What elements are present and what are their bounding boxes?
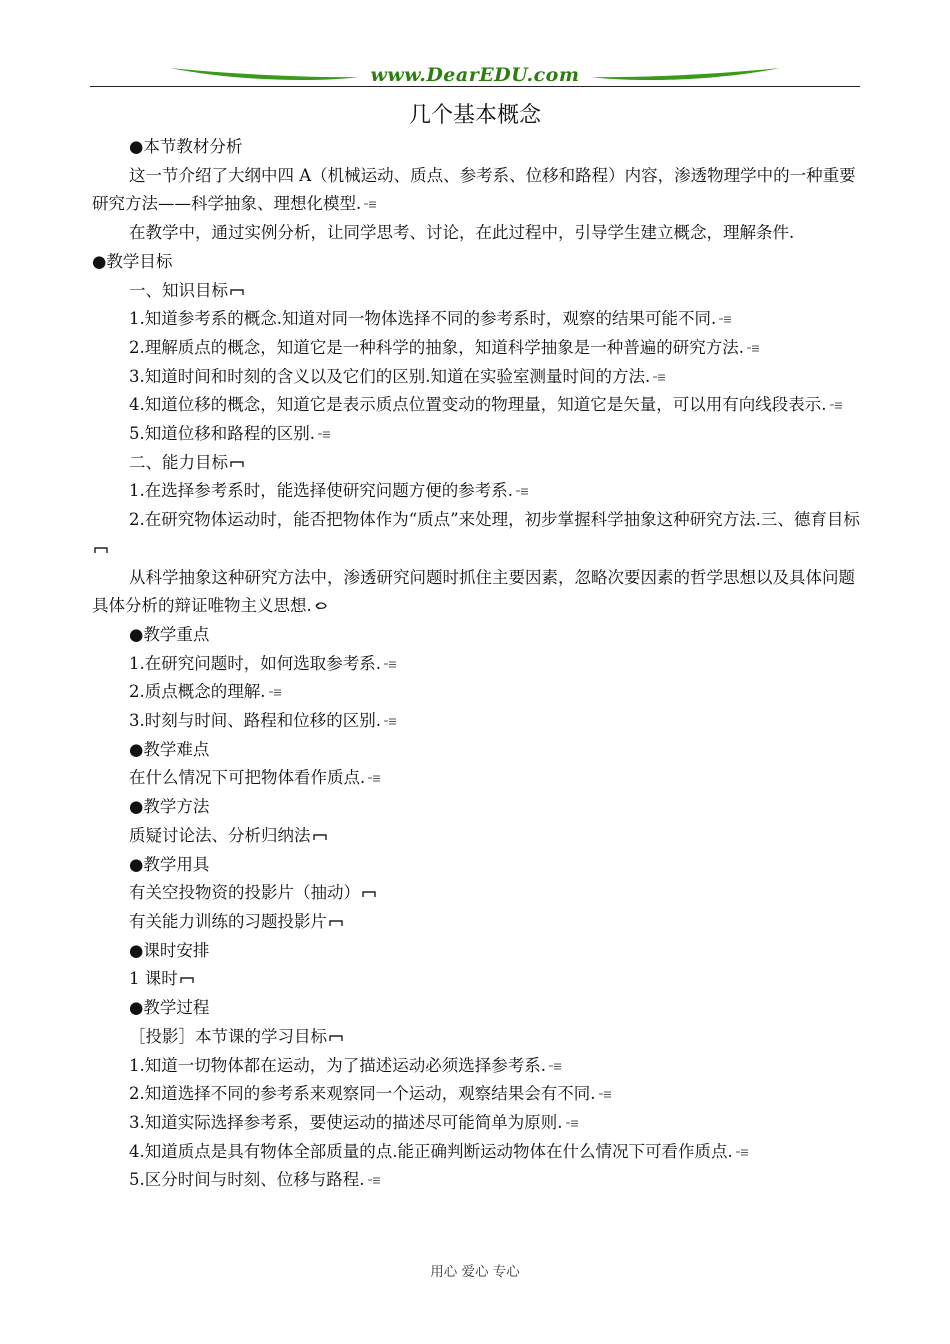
paragraph-text: 这一节介绍了大纲中四 A（机械运动、质点、参考系、位移和路程）内容，渗透物理学中的一种重要研究方法——科学抽象、理想化模型. bbox=[92, 165, 856, 214]
paragraph-text: 5.区分时间与时刻、位移与路程. bbox=[129, 1170, 365, 1190]
header-rule bbox=[90, 86, 860, 87]
paragraph-mark-icon bbox=[383, 659, 397, 669]
paragraph bbox=[92, 621, 860, 650]
paragraph-text: ●课时安排 bbox=[129, 940, 210, 960]
paragraph-text: ●教学过程 bbox=[129, 998, 210, 1018]
return-arrow-mark-icon bbox=[314, 601, 328, 611]
paragraph bbox=[92, 1109, 860, 1138]
paragraph bbox=[92, 908, 860, 937]
paragraph-mark-icon bbox=[746, 343, 760, 353]
paragraph-mark-icon bbox=[565, 1118, 579, 1128]
paragraph-text: 3.知道实际选择参考系，要使运动的描述尽可能简单为原则. bbox=[129, 1112, 563, 1132]
paragraph bbox=[92, 334, 860, 363]
paragraph-mark-icon bbox=[718, 314, 732, 324]
paragraph bbox=[92, 133, 860, 162]
paragraph bbox=[92, 650, 860, 679]
paragraph-text: 4.知道位移的概念，知道它是表示质点位置变动的物理量，知道它是矢量，可以用有向线段表示. bbox=[129, 395, 827, 415]
paragraph-text: 3.时刻与时间、路程和位移的区别. bbox=[129, 711, 381, 731]
paragraph-text: 在教学中，通过实例分析，让同学思考、讨论，在此过程中，引导学生建立概念，理解条件. bbox=[129, 223, 795, 243]
paragraph bbox=[92, 1052, 860, 1081]
paragraph bbox=[92, 248, 860, 277]
paragraph-text: 质疑讨论法、分析归纳法 bbox=[129, 825, 311, 845]
paragraph bbox=[92, 1166, 860, 1195]
paragraph bbox=[92, 937, 860, 966]
paragraph bbox=[92, 1023, 860, 1052]
line-break-mark-icon bbox=[362, 888, 376, 898]
paragraph bbox=[92, 391, 860, 420]
paragraph-text: 二、能力目标 bbox=[129, 452, 228, 472]
paragraph-mark-icon bbox=[317, 429, 331, 439]
document-body bbox=[92, 133, 860, 1195]
paragraph-mark-icon bbox=[515, 486, 529, 496]
paragraph bbox=[92, 707, 860, 736]
line-break-mark-icon bbox=[230, 458, 244, 468]
paragraph bbox=[92, 678, 860, 707]
paragraph bbox=[92, 477, 860, 506]
paragraph bbox=[92, 162, 860, 219]
paragraph-text: 4.知道质点是具有物体全部质量的点.能正确判断运动物体在什么情况下可看作质点. bbox=[129, 1141, 733, 1161]
paragraph bbox=[92, 564, 860, 621]
paragraph bbox=[92, 793, 860, 822]
line-break-mark-icon bbox=[313, 831, 327, 841]
line-break-mark-icon bbox=[329, 917, 343, 927]
paragraph-text: 1.在选择参考系时，能选择使研究问题方便的参考系. bbox=[129, 481, 513, 501]
paragraph bbox=[92, 994, 860, 1023]
paragraph-text: 1.知道一切物体都在运动，为了描述运动必须选择参考系. bbox=[129, 1055, 546, 1075]
paragraph-mark-icon bbox=[383, 716, 397, 726]
paragraph-mark-icon bbox=[367, 1175, 381, 1185]
line-break-mark-icon bbox=[94, 544, 108, 554]
paragraph-mark-icon bbox=[735, 1147, 749, 1157]
paragraph bbox=[92, 1080, 860, 1109]
paragraph-text: ●教学目标 bbox=[92, 251, 173, 271]
paragraph bbox=[92, 449, 860, 478]
paragraph-mark-icon bbox=[363, 199, 377, 209]
paragraph-mark-icon bbox=[367, 773, 381, 783]
paragraph-text: 在什么情况下可把物体看作质点. bbox=[129, 768, 366, 788]
paragraph-text: 1.知道参考系的概念.知道对同一物体选择不同的参考系时，观察的结果可能不同. bbox=[129, 309, 717, 329]
paragraph bbox=[92, 851, 860, 880]
paragraph-text: 从科学抽象这种研究方法中，渗透研究问题时抓住主要因素，忽略次要因素的哲学思想以及具体问题具体分析的辩证唯物主义思想. bbox=[92, 567, 855, 616]
paragraph-mark-icon bbox=[829, 400, 843, 410]
document-title: 几个基本概念 bbox=[408, 103, 541, 128]
paragraph-mark-icon bbox=[268, 687, 282, 697]
paragraph-text: 3.知道时间和时刻的含义以及它们的区别.知道在实验室测量时间的方法. bbox=[129, 366, 651, 386]
paragraph-text: ［投影］本节课的学习目标 bbox=[129, 1026, 327, 1046]
line-break-mark-icon bbox=[230, 286, 244, 296]
paragraph bbox=[92, 219, 860, 248]
paragraph-text: ●教学方法 bbox=[129, 797, 210, 817]
paragraph-text: 2.理解质点的概念，知道它是一种科学的抽象，知道科学抽象是一种普遍的研究方法. bbox=[129, 337, 744, 357]
paragraph-text: 2.质点概念的理解. bbox=[129, 682, 266, 702]
paragraph-text: 5.知道位移和路程的区别. bbox=[129, 424, 315, 444]
paragraph bbox=[92, 363, 860, 392]
paragraph bbox=[92, 965, 860, 994]
paragraph-text: 2.在研究物体运动时，能否把物体作为“质点”来处理，初步掌握科学抽象这种研究方法.三、德育目标 bbox=[129, 510, 860, 530]
paragraph bbox=[92, 1138, 860, 1167]
site-name: www.DearEDU.com bbox=[370, 64, 580, 86]
paragraph bbox=[92, 736, 860, 765]
line-break-mark-icon bbox=[180, 974, 194, 984]
paragraph bbox=[92, 822, 860, 851]
paragraph-text: ●教学难点 bbox=[129, 739, 210, 759]
paragraph bbox=[92, 879, 860, 908]
paragraph-text: 有关空投物资的投影片（抽动） bbox=[129, 883, 360, 903]
paragraph-mark-icon bbox=[548, 1061, 562, 1071]
paragraph-mark-icon bbox=[652, 372, 666, 382]
paragraph-text: 1 课时 bbox=[129, 969, 178, 989]
paragraph-mark-icon bbox=[598, 1089, 612, 1099]
paragraph bbox=[92, 506, 860, 563]
line-break-mark-icon bbox=[329, 1032, 343, 1042]
paragraph-text: ●教学用具 bbox=[129, 854, 210, 874]
paragraph-text: 2.知道选择不同的参考系来观察同一个运动，观察结果会有不同. bbox=[129, 1084, 596, 1104]
paragraph bbox=[92, 305, 860, 334]
paragraph-text: 有关能力训练的习题投影片 bbox=[129, 911, 327, 931]
paragraph-text: ●本节教材分析 bbox=[129, 137, 243, 156]
paragraph bbox=[92, 420, 860, 449]
paragraph-text: 1.在研究问题时，如何选取参考系. bbox=[129, 653, 381, 673]
paragraph-text: ●教学重点 bbox=[129, 624, 210, 644]
paragraph bbox=[92, 277, 860, 306]
paragraph bbox=[92, 764, 860, 793]
paragraph-text: 一、知识目标 bbox=[129, 280, 228, 300]
page-footer: 用心 爱心 专心 bbox=[430, 1264, 520, 1280]
